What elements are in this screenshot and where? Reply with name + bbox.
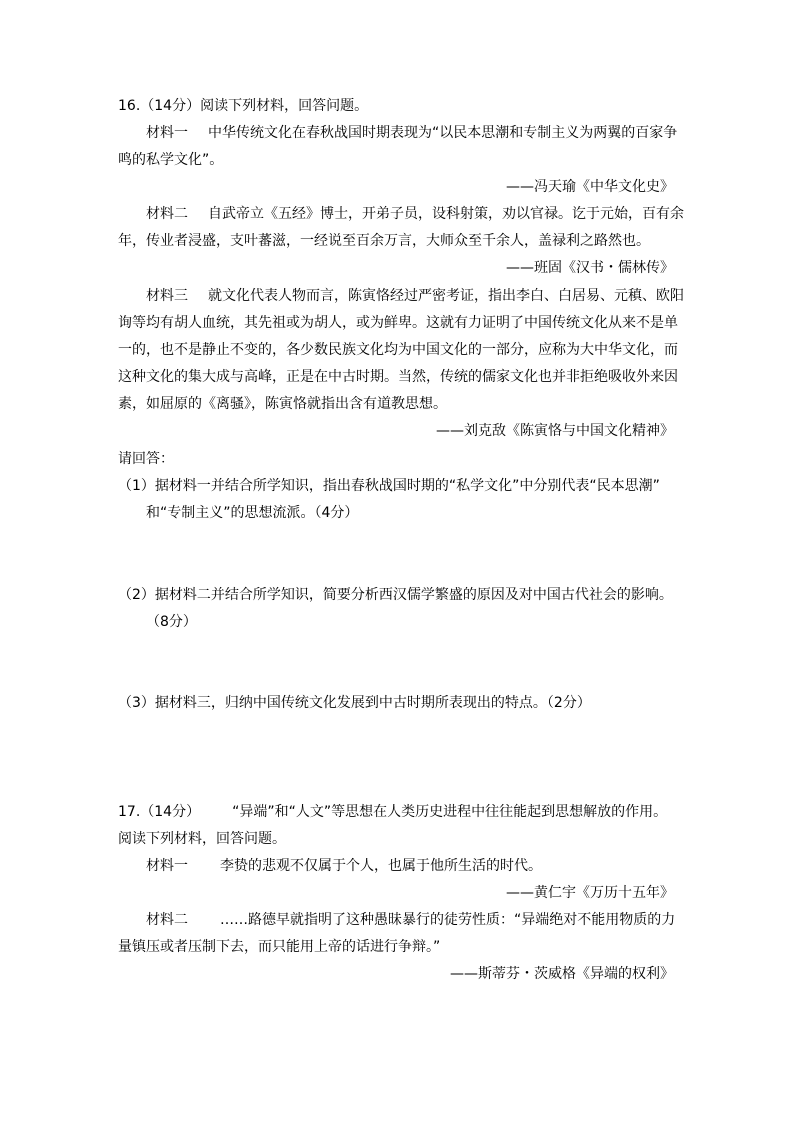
q16-header: 16.（14分）阅读下列材料，回答问题。 [118, 98, 369, 114]
q16-material-3-label: 材料三 [146, 288, 188, 304]
q16-material-1-label: 材料一 [146, 125, 188, 141]
q16-material-2-line-2: 年，传业者浸盛，支叶蕃滋，一经说至百余万言，大师众至千余人，盖禄利之路然也。 [118, 233, 650, 249]
q16-part-2-line-2: （8分） [146, 614, 197, 630]
q16-part-3: （3）据材料三，归纳中国传统文化发展到中古时期所表现出的特点。（2分） [118, 695, 591, 711]
q17-material-1-label: 材料一 [146, 858, 188, 874]
q17-header: 17.（14分） “异端”和“人文”等思想在人类历史进程中往往能起到思想解放的作用。 [118, 804, 668, 820]
q16-material-2-line-1: 材料二 自武帝立《五经》博士，开弟子员，设科射策，劝以官禄。讫于元始，百有余 [146, 206, 684, 222]
q17-material-2-line-1: 材料二 ……路德早就指明了这种愚昧暴行的徒劳性质：“异端绝对不能用物质的力 [146, 912, 676, 928]
q16-material-3-line-3: 一的，也不是静止不变的，各少数民族文化均为中国文化的一部分，应称为大中华文化，而 [118, 342, 678, 358]
q16-material-3-source: ——刘克敌《陈寅恪与中国文化精神》 [436, 423, 674, 439]
q16-material-3-line-4: 这种文化的集大成与高峰，正是在中古时期。当然，传统的儒家文化也并非拒绝吸收外来因 [118, 369, 678, 385]
q16-material-1-line-1: 材料一 中华传统文化在春秋战国时期表现为“以民本思潮和专制主义为两翼的百家争 [146, 125, 678, 141]
q16-part-1-line-2: 和“专制主义”的思想流派。（4分） [146, 505, 359, 521]
q16-material-3-line-5: 素，如屈原的《离骚》，陈寅恪就指出含有道教思想。 [118, 396, 447, 412]
q16-material-1-source: ——冯天瑜《中华文化史》 [506, 179, 674, 195]
q16-part-2-line-1: （2）据材料二并结合所学知识，简要分析西汉儒学繁盛的原因及对中国古代社会的影响。 [118, 587, 673, 603]
q17-line-2: 阅读下列材料，回答问题。 [118, 831, 286, 847]
q17-material-1-source: ——黄仁宇《万历十五年》 [506, 885, 674, 901]
q17-material-2-label: 材料二 [146, 912, 188, 928]
q16-material-2-source: ——班固《汉书・儒林传》 [506, 260, 674, 276]
q16-ask: 请回答： [118, 451, 174, 467]
q16-material-1-line-2: 鸣的私学文化”。 [118, 152, 224, 168]
q16-material-3-line-2: 询等均有胡人血统，其先祖或为胡人，或为鲜卑。这就有力证明了中国传统文化从来不是单 [118, 315, 678, 331]
q16-part-1-line-1: （1）据材料一并结合所学知识，指出春秋战国时期的“私学文化”中分别代表“民本思潮” [118, 478, 660, 494]
q17-material-1: 材料一 李贽的悲观不仅属于个人，也属于他所生活的时代。 [146, 858, 542, 874]
q17-material-2-line-2: 量镇压或者压制下去，而只能用上帝的话进行争辩。” [118, 939, 441, 955]
q16-material-3-line-1: 材料三 就文化代表人物而言，陈寅恪经过严密考证，指出李白、白居易、元稹、欧阳 [146, 288, 684, 304]
q16-material-2-label: 材料二 [146, 206, 188, 222]
q17-material-2-source: ——斯蒂芬・茨威格《异端的权利》 [450, 966, 674, 982]
